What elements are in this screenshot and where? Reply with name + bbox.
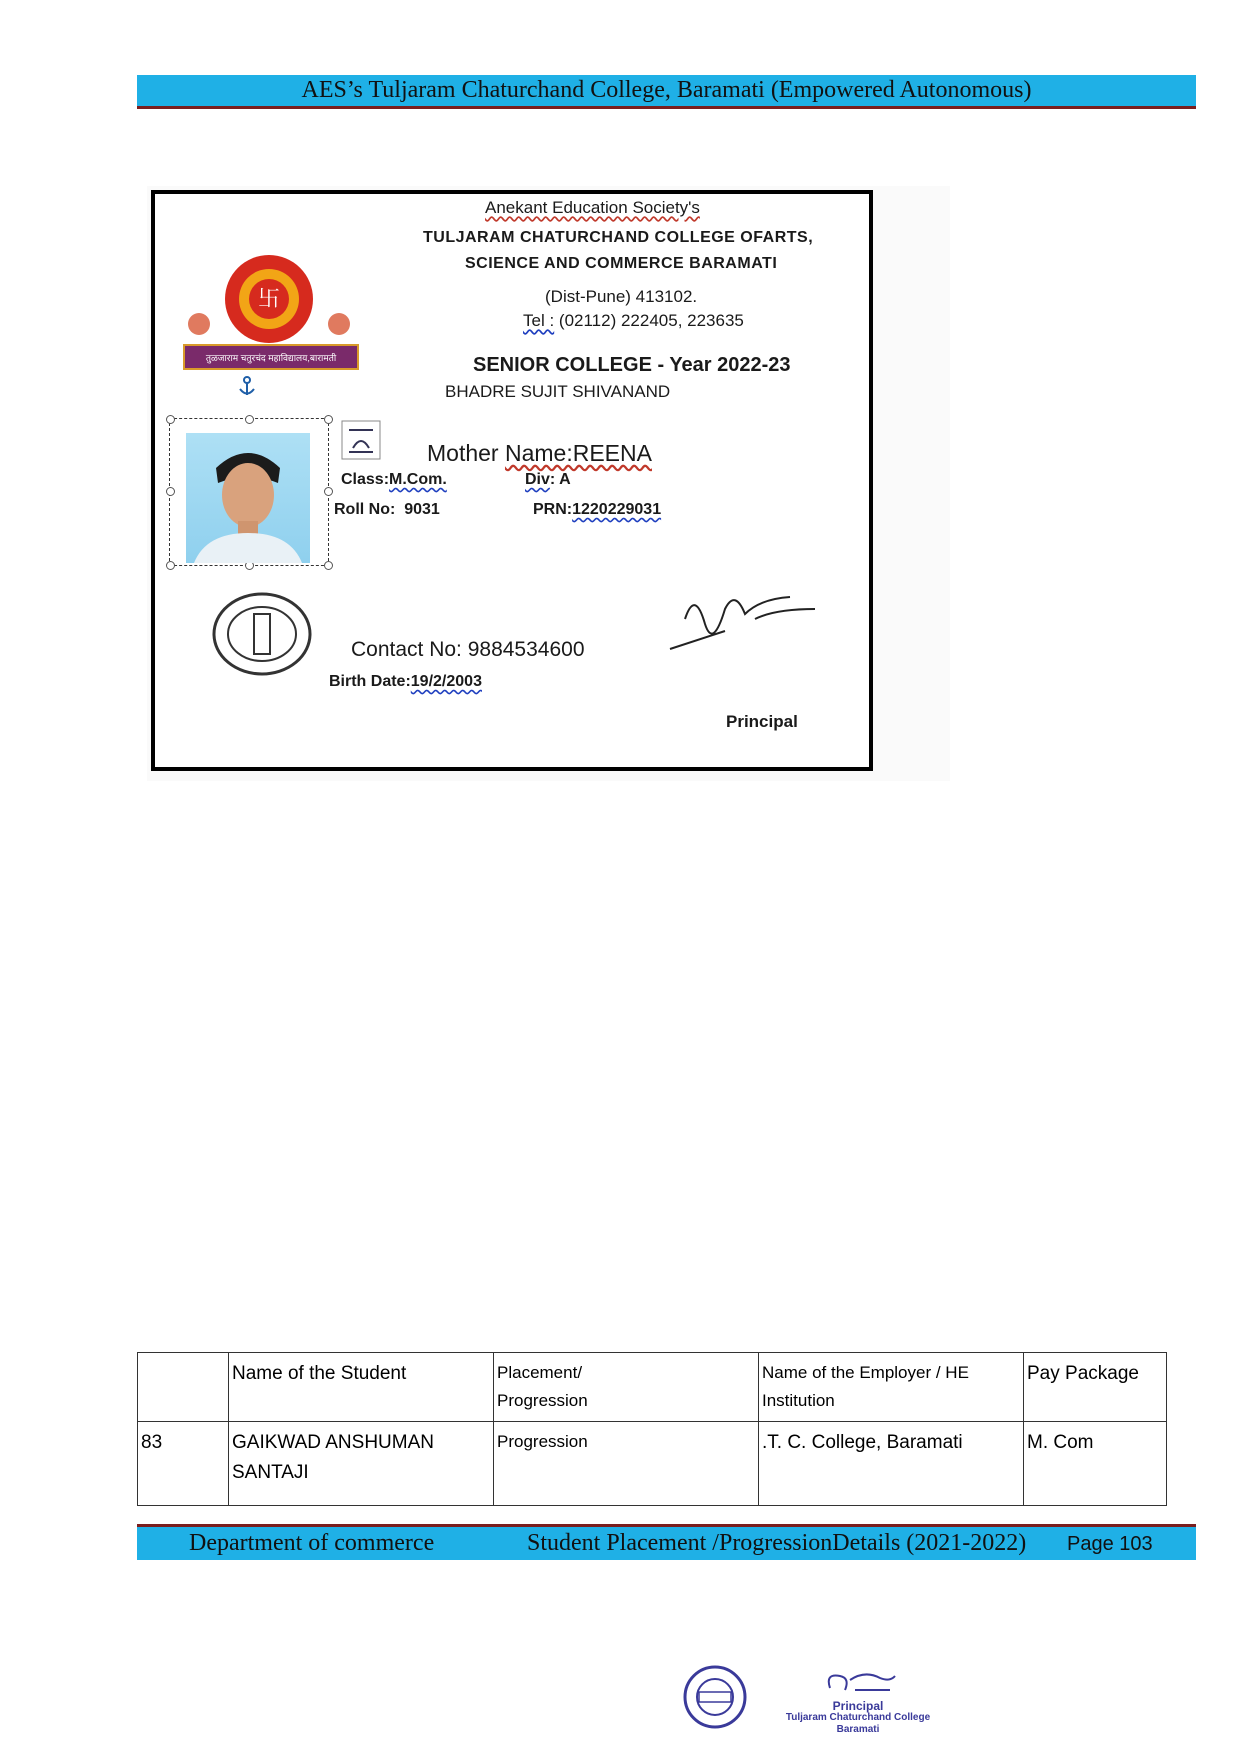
layout-options-icon <box>341 420 381 460</box>
table-cell: GAIKWAD ANSHUMAN SANTAJI <box>229 1422 494 1506</box>
footer-department: Department of commerce <box>189 1530 435 1556</box>
principal-label: Principal <box>726 712 798 731</box>
college-year: SENIOR COLLEGE - Year 2022-23 <box>473 354 791 376</box>
header-cell: Name of the Student <box>229 1353 494 1422</box>
photo-selection-frame[interactable] <box>169 418 329 566</box>
college-name-line1: TULJARAM CHATURCHAND COLLEGE OFARTS, <box>423 229 814 246</box>
college-name-line2: SCIENCE AND COMMERCE BARAMATI <box>465 255 778 272</box>
resize-handle[interactable] <box>324 487 333 496</box>
table-cell: M. Com <box>1024 1422 1167 1506</box>
resize-handle[interactable] <box>166 561 175 570</box>
college-emblem <box>179 244 359 344</box>
resize-handle[interactable] <box>324 561 333 570</box>
division-field: Div: A <box>525 471 571 488</box>
principal-signature <box>665 579 825 659</box>
page-number: Page 103 <box>1067 1533 1153 1555</box>
society-name: Anekant Education Society's <box>485 198 700 217</box>
footer-band <box>137 1524 1196 1560</box>
prn-number: PRN:1220229031 <box>533 501 662 518</box>
table-cell: 83 <box>138 1422 229 1506</box>
mother-name: Mother Name:REENA <box>427 440 652 466</box>
resize-handle[interactable] <box>324 415 333 424</box>
college-address: (Dist-Pune) 413102. <box>545 287 698 306</box>
footer-details: Student Placement /ProgressionDetails (2021-2022) <box>527 1530 1027 1556</box>
anchor-icon <box>237 376 257 398</box>
college-round-seal <box>682 1665 748 1729</box>
header-cell <box>138 1353 229 1422</box>
table-row <box>138 1422 1167 1506</box>
svg-text:卐: 卐 <box>257 287 281 312</box>
college-stamp <box>210 590 314 678</box>
student-name: BHADRE SUJIT SHIVANAND <box>445 382 671 401</box>
roll-number: Roll No: 9031 <box>334 501 440 518</box>
header-band <box>137 75 1196 109</box>
header-cell: Placement/ Progression <box>494 1353 759 1422</box>
principal-seal-text: Principal Tuljaram Chaturchand College Baramati <box>785 1699 931 1735</box>
college-telephone: Tel : (02112) 222405, 223635 <box>523 311 744 330</box>
header-title: AES’s Tuljaram Chaturchand College, Baramati (Empowered Autonomous) <box>301 77 1032 103</box>
table-cell: Progression <box>494 1422 759 1506</box>
id-card <box>151 190 873 771</box>
resize-handle[interactable] <box>166 487 175 496</box>
contact-number: Contact No: 9884534600 <box>351 638 585 661</box>
progression-table <box>137 1352 1167 1506</box>
student-photo <box>186 433 310 563</box>
table-cell: .T. C. College, Baramati <box>759 1422 1024 1506</box>
principal-seal-signature <box>820 1668 900 1700</box>
emblem-caption: तुळजाराम चतुरचंद महाविद्यालय,बारामती <box>183 344 359 370</box>
header-cell: Name of the Employer / HE Institution <box>759 1353 1024 1422</box>
header-cell: Pay Package <box>1024 1353 1167 1422</box>
table-header-row <box>138 1353 1167 1422</box>
birth-date: Birth Date:19/2/2003 <box>329 673 482 690</box>
resize-handle[interactable] <box>166 415 175 424</box>
resize-handle[interactable] <box>245 415 254 424</box>
class-field: Class:M.Com. <box>341 471 447 488</box>
